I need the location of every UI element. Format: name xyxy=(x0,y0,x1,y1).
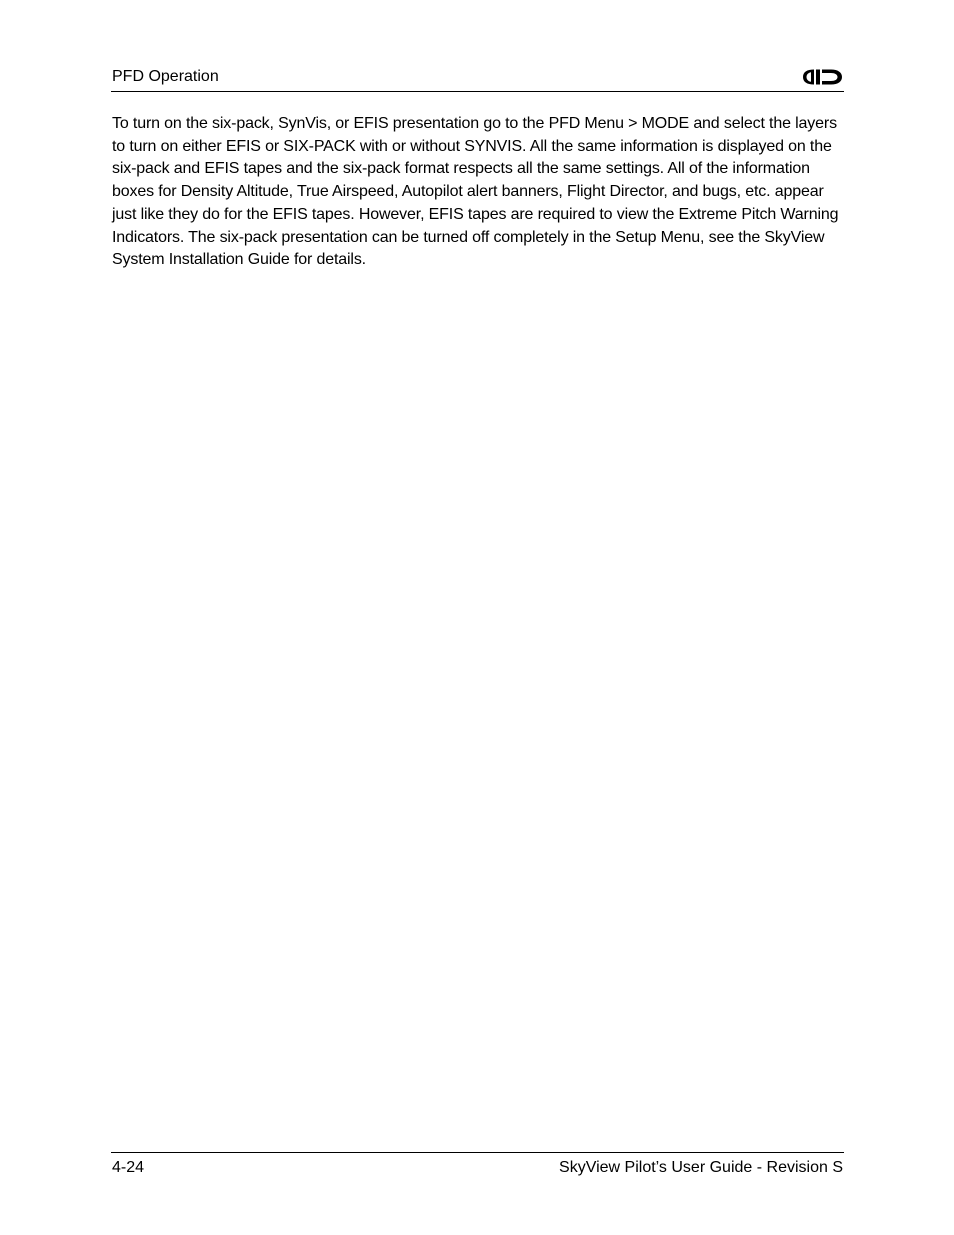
page-footer xyxy=(111,1152,844,1181)
page-header xyxy=(111,64,844,92)
page-number: 4-24 xyxy=(112,1159,145,1176)
dynon-logo-icon xyxy=(801,68,843,86)
body-paragraph: To turn on the six-pack, SynVis, or EFIS presentation go to the PFD Menu > MODE and select the layers to turn on either EFIS or SIX-PACK with or without SYNVIS. All the same information is displayed on the six-pack and EFIS tapes and the six-pack format respects all the same settings. All of the information boxes for Density Altitude, True Airspeed, Autopilot alert banners, Flight Director, and bugs, etc. appear just like they do for the EFIS tapes. However, EFIS tapes are required to view the Extreme Pitch Warning Indicators. The six-pack presentation can be turned off completely in the Setup Menu, see the SkyView System Installation Guide for details. xyxy=(112,115,839,269)
document-title: SkyView Pilot’s User Guide - Revision S xyxy=(559,1159,843,1176)
section-title: PFD Operation xyxy=(112,68,219,85)
